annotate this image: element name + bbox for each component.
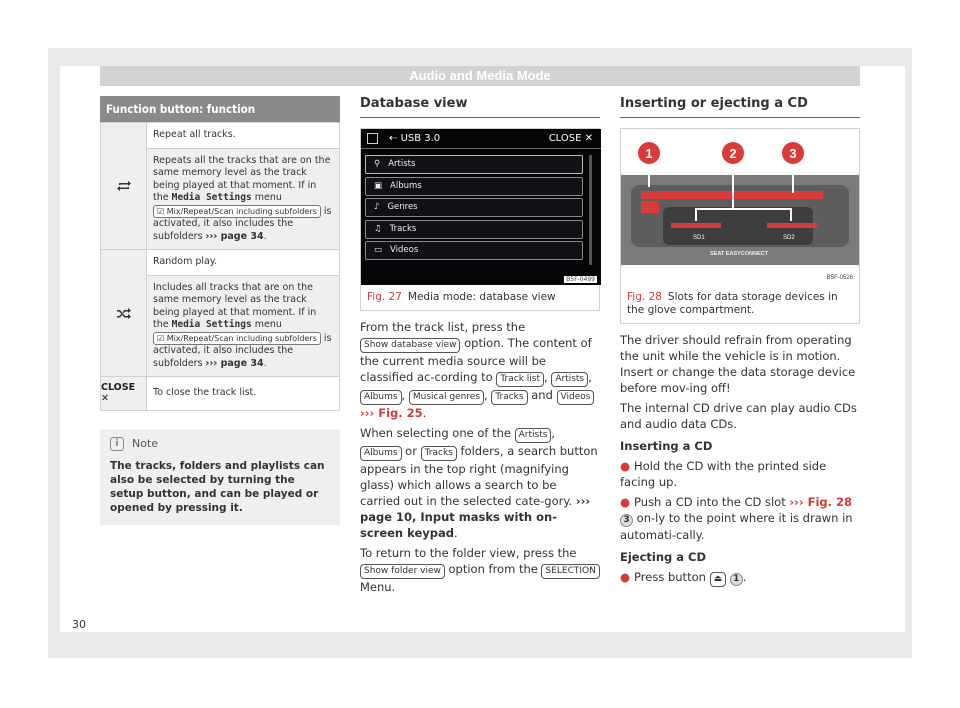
screen-close-button[interactable]: CLOSE ✕	[548, 133, 593, 144]
figure-27	[360, 128, 600, 311]
table-cell: Repeat all tracks.	[153, 129, 236, 140]
list-item-videos[interactable]: ▭ Videos	[365, 241, 583, 260]
list-item-tracks[interactable]: ♫ Tracks	[365, 220, 583, 239]
table-heading: Function button: function	[100, 96, 340, 122]
callout-1: 1	[645, 146, 653, 161]
callout-3: 3	[789, 146, 797, 161]
note-icon: ♫	[374, 223, 382, 234]
function-table-column	[100, 96, 340, 525]
cd-text: The driver should refrain from operating the unit while the vehicle is in motion. Insert or change the data storage device before mov-ing off! The internal CD drive can play audio CDs and audio data CDs. Inserting a CD ● Hold the CD with the printed side facing up. ● Push a CD into the CD slot ››› Fig. 28 3 on-ly to the point where it is drawn in automati-cally. Ejecting a CD ● Press button ⏏ 1 .	[620, 332, 860, 587]
eject-icon: ⏏	[710, 572, 727, 587]
sd2-label: SD2	[783, 235, 795, 241]
note-body: The tracks, folders and playlists can also be selected by turning the setup button, and can be played or opened by pressing it.	[110, 459, 325, 514]
usb-source-label: ⇠ USB 3.0	[389, 133, 441, 144]
section-title: Inserting or ejecting a CD	[620, 96, 860, 118]
list-item-artists[interactable]: ⚲ Artists	[365, 155, 583, 174]
chapter-header: Audio and Media Mode	[100, 66, 860, 86]
cube-icon	[367, 133, 378, 144]
table-cell: To close the track list.	[153, 387, 257, 398]
table-row	[101, 122, 339, 249]
list-item-albums[interactable]: ▣ Albums	[365, 177, 583, 196]
table-row	[101, 249, 339, 376]
figure-caption: Fig. 27 Media mode: database view	[367, 291, 556, 303]
video-icon: ▭	[374, 245, 383, 255]
section-title: Database view	[360, 96, 600, 118]
guitar-icon: ♪	[374, 202, 380, 212]
brand-label: SEAT EASYCONNECT	[710, 251, 768, 257]
category-list	[365, 155, 583, 263]
note-title: Note	[132, 437, 159, 450]
figure-code: B5F-0526	[826, 275, 853, 281]
figure-28	[620, 128, 860, 324]
album-icon: ▣	[374, 180, 383, 191]
media-screen	[361, 129, 601, 285]
page-number: 30	[72, 618, 86, 631]
database-view-column	[360, 96, 600, 599]
person-icon: ⚲	[374, 159, 381, 169]
callout-2: 2	[729, 146, 737, 161]
figure-code: B5F-0499	[566, 276, 595, 283]
close-label: CLOSE ✕	[101, 377, 147, 410]
table-cell: Repeats all the tracks that are on the same memory level as the track being played at that moment. If in the Media Settings menu ☑ Mix/Repeat/Scan including subfolders is activated, it also includes the subfolders ››› page 34.	[147, 148, 339, 250]
shuffle-icon	[101, 250, 147, 376]
function-table	[100, 122, 340, 411]
scrollbar[interactable]	[589, 155, 592, 265]
info-icon: i	[110, 437, 124, 451]
table-cell: Includes all tracks that are on the same memory level as the track being played at that moment. If in the Media Settings menu ☑ Mix/Repeat/Scan including subfolders is activated, it also includes the subfolders ››› page 34.	[147, 275, 339, 377]
screen-header	[361, 129, 601, 149]
table-cell: Random play.	[153, 256, 218, 267]
menu-option-key: ☑ Mix/Repeat/Scan including subfolders	[153, 205, 321, 218]
table-row	[101, 376, 339, 410]
repeat-icon	[101, 123, 147, 249]
database-text: From the track list, press the Show database view option. The content of the current media source will be classified ac-cording to Track list , Artists , Albums , Musical genres , Tracks and Videos ››› Fig. 25. When selecting one of the Artists , Albums or Tracks folders, a search button appears in the top right (magnifying glass) which allows a search to be carried out in the selected cate-gory. ››› page 10, Input masks with on-screen keypad. To return to the folder view, press the Show folder view option from the SELECTION Menu.	[360, 319, 600, 595]
cd-column	[620, 96, 860, 591]
glove-compartment-illustration	[621, 129, 859, 285]
figure-caption: Fig. 28 Slots for data storage devices in the glove compartment.	[627, 291, 838, 316]
note-box	[100, 429, 340, 525]
menu-option-key: ☑ Mix/Repeat/Scan including subfolders	[153, 332, 321, 345]
list-item-genres[interactable]: ♪ Genres	[365, 198, 583, 217]
sd1-label: SD1	[693, 235, 705, 241]
